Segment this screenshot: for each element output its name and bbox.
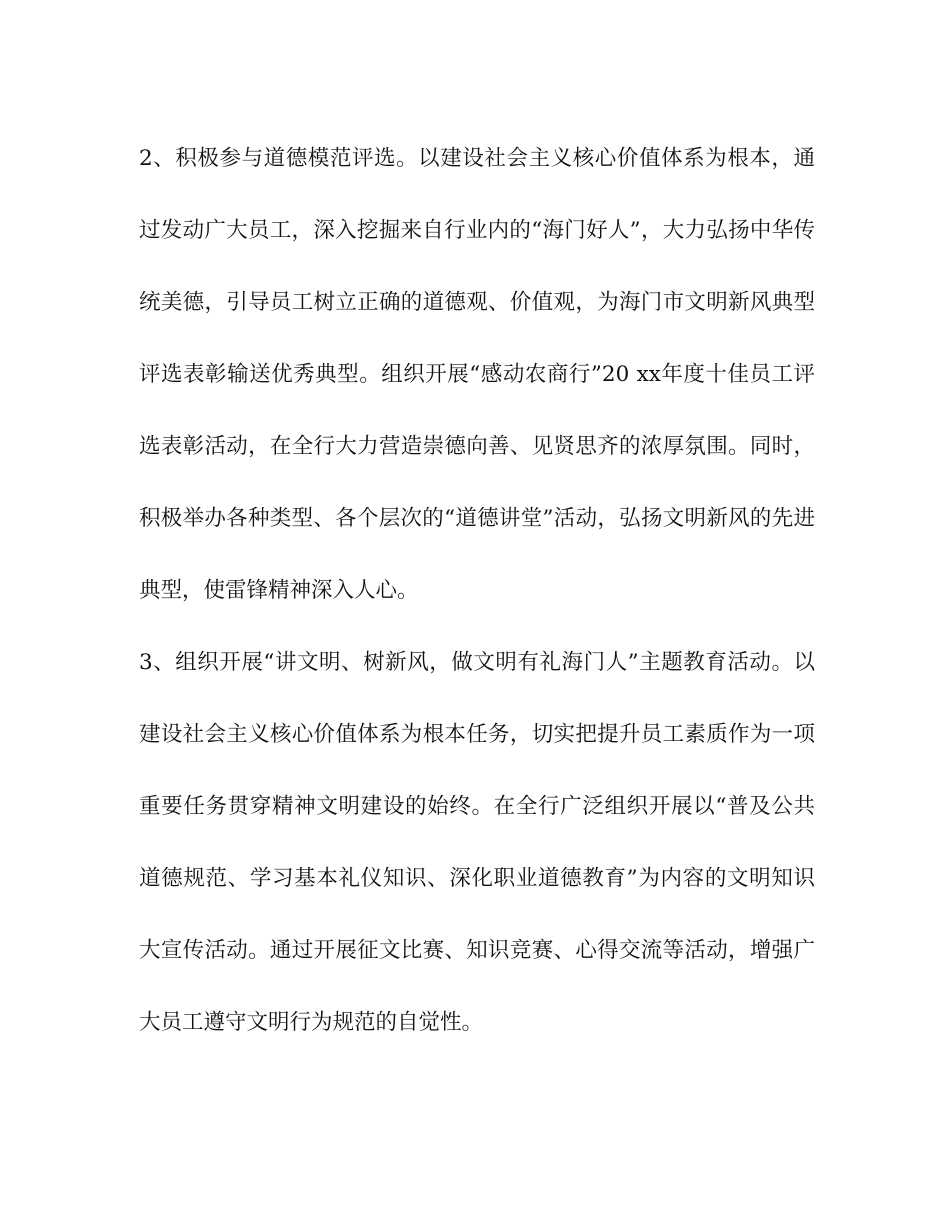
paragraph-line: 2、积极参与道德模范评选。以建设社会主义核心价值体系为根本，通	[139, 146, 815, 171]
paragraph-line: 典型，使雷锋精神深入人心。	[139, 578, 419, 603]
paragraph-line: 建设社会主义核心价值体系为根本任务，切实把提升员工素质作为一项	[139, 722, 815, 747]
paragraph-3	[139, 641, 815, 1073]
paragraph-line: 3、组织开展“讲文明、树新风，做文明有礼海门人”主题教育活动。以	[139, 650, 815, 675]
paragraph-line: 评选表彰输送优秀典型。组织开展“感动农商行”20 xx年度十佳员工评	[139, 362, 815, 387]
paragraph-line: 选表彰活动，在全行大力营造崇德向善、见贤思齐的浓厚氛围。同时，	[139, 434, 815, 459]
paragraph-line: 重要任务贯穿精神文明建设的始终。在全行广泛组织开展以“普及公共	[139, 794, 815, 819]
paragraph-line: 道德规范、学习基本礼仪知识、深化职业道德教育”为内容的文明知识	[139, 866, 815, 891]
paragraph-line: 大员工遵守文明行为规范的自觉性。	[139, 1010, 484, 1035]
paragraph-line: 过发动广大员工，深入挖掘来自行业内的“海门好人”，大力弘扬中华传	[139, 218, 815, 243]
paragraph-line: 统美德，引导员工树立正确的道德观、价值观，为海门市文明新风典型	[139, 290, 815, 315]
paragraph-2	[139, 137, 815, 641]
paragraph-line: 大宣传活动。通过开展征文比赛、知识竞赛、心得交流等活动，增强广	[139, 938, 815, 963]
document-body	[139, 137, 815, 1073]
paragraph-line: 积极举办各种类型、各个层次的“道德讲堂”活动，弘扬文明新风的先进	[139, 506, 815, 531]
